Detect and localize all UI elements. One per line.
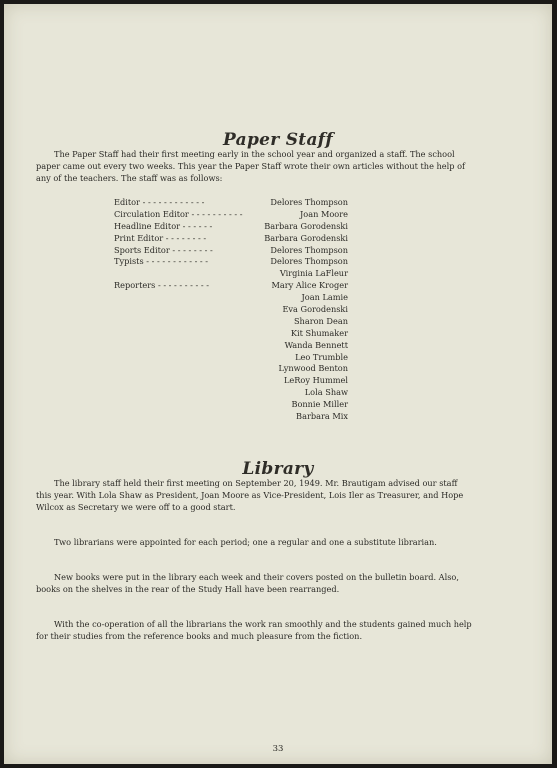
staff-row bbox=[114, 268, 374, 280]
staff-row bbox=[114, 328, 374, 340]
staff-name: Barbara Gorodenski bbox=[264, 220, 348, 231]
staff-row bbox=[114, 387, 374, 399]
staff-row bbox=[114, 245, 374, 257]
staff-name: Wanda Bennett bbox=[284, 339, 348, 350]
library-paragraph-2: Two librarians were appointed for each period; one a regular and one a substitute librarian. bbox=[54, 537, 437, 547]
staff-row bbox=[114, 197, 374, 209]
staff-name: Leo Trumble bbox=[295, 351, 348, 362]
staff-role: Headline Editor - - - - - - bbox=[114, 220, 213, 231]
staff-row bbox=[114, 233, 374, 245]
staff-role: Sports Editor - - - - - - - - bbox=[114, 244, 213, 255]
staff-name: Barbara Mix bbox=[296, 411, 348, 422]
staff-name: Delores Thompson bbox=[270, 256, 348, 267]
staff-row bbox=[114, 375, 374, 387]
staff-name: Lynwood Benton bbox=[278, 363, 348, 374]
staff-role: Print Editor - - - - - - - - bbox=[114, 232, 207, 243]
yearbook-page bbox=[4, 4, 552, 764]
paper-staff-intro: The Paper Staff had their first meeting early in the school year and organized a staff. The school paper came out every two weeks. This year the Paper Staff wrote their own articles without the help of any of the teachers. The staff was as follows: bbox=[36, 149, 466, 183]
library-heading: Library bbox=[242, 459, 314, 479]
staff-row bbox=[114, 363, 374, 375]
staff-name: Barbara Gorodenski bbox=[264, 232, 348, 243]
library-paragraph-4: With the co-operation of all the librarians the work ran smoothly and the students gained much help for their studies from the reference books and much pleasure from the fiction. bbox=[36, 619, 472, 641]
staff-row bbox=[114, 292, 374, 304]
staff-row bbox=[114, 411, 374, 423]
staff-name: Delores Thompson bbox=[270, 244, 348, 255]
staff-role: Circulation Editor - - - - - - - - - - bbox=[114, 208, 243, 219]
library-paragraph-3: New books were put in the library each week and their covers posted on the bulletin board. Also, books on the shelves in the rear of the Study Hall have been rearranged. bbox=[36, 572, 459, 594]
staff-role: Editor - - - - - - - - - - - - bbox=[114, 197, 205, 207]
staff-row bbox=[114, 352, 374, 364]
staff-role: Reporters - - - - - - - - - - bbox=[114, 280, 210, 291]
library-paragraph-1: The library staff held their first meeting on September 20, 1949. Mr. Brautigam advised our staff this year. With Lola Shaw as President, Joan Moore as Vice-President, Lois Iler as Treasurer, and Hope Wilcox as Secretary we were off to a good start. bbox=[36, 478, 464, 512]
staff-name: Virginia LaFleur bbox=[279, 268, 348, 279]
staff-row bbox=[114, 316, 374, 328]
paper-staff-heading: Paper Staff bbox=[223, 130, 333, 150]
staff-row bbox=[114, 256, 374, 268]
staff-row bbox=[114, 280, 374, 292]
staff-name: Joan Moore bbox=[300, 208, 348, 219]
staff-name: Mary Alice Kroger bbox=[271, 280, 348, 291]
staff-role: Typists - - - - - - - - - - - - bbox=[114, 256, 209, 267]
staff-name: Sharon Dean bbox=[293, 315, 348, 326]
staff-row bbox=[114, 209, 374, 221]
staff-name: Eva Gorodenski bbox=[282, 304, 348, 315]
staff-name: Kit Shumaker bbox=[290, 327, 348, 338]
staff-name: Delores Thompson bbox=[270, 197, 348, 207]
page-number: 33 bbox=[272, 744, 284, 754]
staff-name: Bonnie Miller bbox=[291, 399, 348, 410]
staff-name: Lola Shaw bbox=[304, 387, 348, 398]
staff-name: Joan Lamie bbox=[301, 292, 348, 303]
staff-row bbox=[114, 399, 374, 411]
staff-name: LeRoy Hummel bbox=[283, 375, 348, 386]
staff-row bbox=[114, 221, 374, 233]
staff-list bbox=[114, 197, 374, 423]
staff-row bbox=[114, 340, 374, 352]
staff-row bbox=[114, 304, 374, 316]
